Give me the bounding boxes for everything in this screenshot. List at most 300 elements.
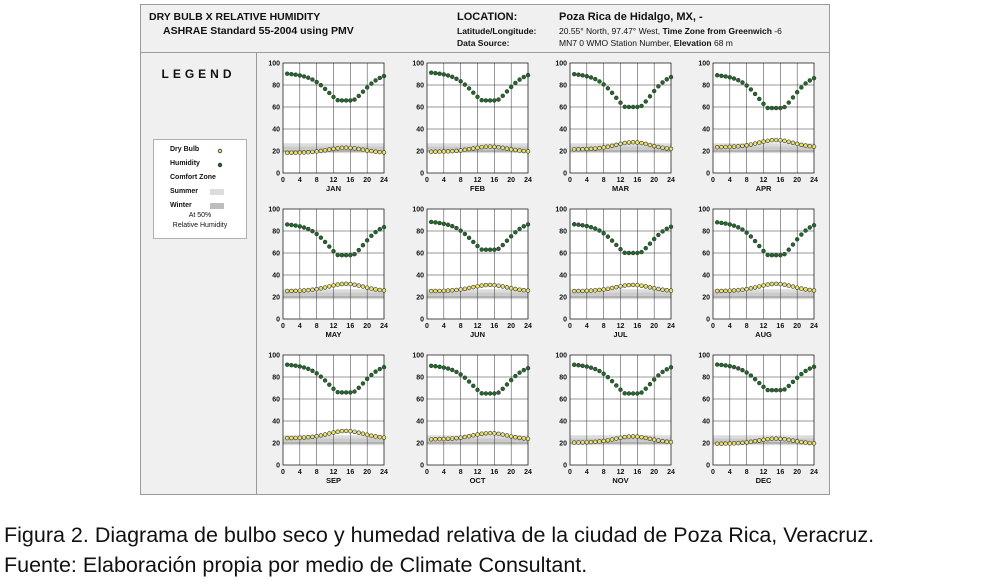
humidity-point [585, 74, 589, 78]
dry-bulb-point [808, 441, 812, 445]
dry-bulb-point [323, 148, 327, 152]
x-tick-label: 20 [507, 323, 516, 330]
y-tick-label: 0 [563, 316, 567, 324]
dry-bulb-point [766, 283, 770, 287]
y-tick-label: 100 [698, 60, 710, 68]
x-tick-label: 24 [380, 469, 388, 476]
dry-bulb-point [348, 429, 352, 433]
x-tick-label: 16 [633, 469, 642, 476]
dry-bulb-point [648, 285, 652, 289]
humidity-point [799, 372, 803, 376]
x-tick-label: 0 [568, 323, 572, 330]
y-tick-label: 60 [272, 104, 280, 112]
x-tick-label: 24 [380, 177, 388, 184]
humidity-point [724, 364, 728, 368]
humidity-point [484, 99, 488, 103]
x-tick-label: 0 [711, 177, 715, 184]
caption-line-2: Fuente: Elaboración propia por medio de Climate Consultant. [4, 553, 588, 577]
humidity-point [598, 80, 602, 84]
dry-bulb-point [315, 287, 319, 291]
dry-bulb-point [606, 287, 610, 291]
humidity-point [294, 364, 298, 368]
humidity-point [361, 90, 365, 94]
humidity-point [290, 223, 294, 227]
dry-bulb-point [488, 283, 492, 287]
dry-bulb-point [446, 149, 450, 153]
humidity-point [627, 105, 631, 109]
y-tick-label: 20 [416, 440, 424, 448]
x-tick-label: 24 [524, 177, 532, 184]
dry-bulb-point [606, 438, 610, 442]
dry-bulb-point [369, 149, 373, 153]
dry-bulb-point [357, 284, 361, 288]
dry-bulb-point [446, 289, 450, 293]
humidity-point [661, 370, 665, 374]
humidity-point [606, 375, 610, 379]
humidity-point [306, 76, 310, 80]
dry-bulb-point [285, 289, 289, 293]
humidity-point [302, 366, 306, 370]
humidity-point [315, 80, 319, 84]
dry-bulb-point [509, 147, 513, 151]
humidity-point [572, 363, 576, 367]
dry-bulb-point [290, 436, 294, 440]
humidity-point [577, 73, 581, 77]
dry-bulb-point [365, 286, 369, 290]
x-tick-label: 4 [727, 177, 732, 184]
humidity-point [640, 250, 644, 254]
humidity-point [644, 387, 648, 391]
y-tick-label: 0 [706, 462, 710, 470]
dry-bulb-point [661, 439, 665, 443]
humidity-point [497, 247, 501, 251]
chart-feb [412, 61, 532, 194]
dry-bulb-point [378, 288, 382, 292]
dry-bulb-point [450, 149, 454, 153]
dry-bulb-point [640, 141, 644, 145]
humidity-point [374, 230, 378, 234]
humidity-point [311, 229, 315, 233]
location-label: LOCATION: [457, 11, 518, 23]
dry-bulb-point [306, 288, 310, 292]
dry-bulb-point [429, 150, 433, 154]
dry-bulb-point [497, 284, 501, 288]
humidity-point [728, 223, 732, 227]
dry-bulb-point [581, 147, 585, 151]
humidity-point [804, 369, 808, 373]
dry-bulb-point [361, 148, 365, 152]
y-tick-label: 40 [272, 418, 280, 426]
dry-bulb-point [357, 431, 361, 435]
humidity-point [488, 248, 492, 252]
x-tick-label: 12 [759, 177, 768, 184]
humidity-point [791, 380, 795, 384]
x-tick-label: 8 [601, 323, 606, 330]
humidity-point [353, 252, 357, 256]
legend-box [153, 139, 247, 239]
x-tick-label: 4 [441, 469, 446, 476]
dry-bulb-point [476, 146, 480, 150]
humidity-point [741, 228, 745, 232]
humidity-point [319, 375, 323, 379]
humidity-point [344, 391, 348, 395]
dry-bulb-point [522, 437, 526, 441]
humidity-point [720, 221, 724, 225]
dry-bulb-point [492, 431, 496, 435]
x-tick-label: 4 [584, 177, 589, 184]
dry-bulb-point [753, 142, 757, 146]
dry-bulb-point [302, 151, 306, 155]
humidity-point [518, 371, 522, 375]
humidity-point [365, 238, 369, 242]
dry-bulb-point [332, 431, 336, 435]
y-tick-label: 0 [276, 316, 280, 324]
dry-bulb-point [762, 284, 766, 288]
humidity-point [753, 92, 757, 96]
humidity-point [484, 392, 488, 396]
dry-bulb-point [340, 282, 344, 286]
humidity-point [285, 363, 289, 367]
dry-bulb-point [669, 147, 673, 151]
humidity-point [795, 237, 799, 241]
dry-bulb-point [290, 289, 294, 293]
humidity-point [766, 106, 770, 110]
x-tick-label: 16 [633, 323, 642, 330]
dry-bulb-point [522, 288, 526, 292]
humidity-point [577, 363, 581, 367]
dry-bulb-point [652, 438, 656, 442]
y-tick-label: 80 [272, 228, 280, 236]
y-tick-label: 100 [412, 206, 424, 214]
dry-bulb-point [589, 440, 593, 444]
month-label-may: MAY [325, 330, 342, 339]
humidity-point [606, 235, 610, 239]
humidity-point [332, 387, 336, 391]
dry-bulb-point [434, 289, 438, 293]
x-tick-label: 4 [584, 323, 589, 330]
dry-bulb-point [778, 138, 782, 142]
x-tick-label: 20 [650, 323, 659, 330]
humidity-point [450, 224, 454, 228]
humidity-point [724, 222, 728, 226]
humidity-point [365, 86, 369, 90]
dry-bulb-point [623, 435, 627, 439]
x-tick-label: 8 [314, 323, 319, 330]
month-label-mar: MAR [611, 184, 630, 193]
dry-bulb-point [429, 437, 433, 441]
humidity-point [319, 236, 323, 240]
humidity-point [778, 253, 782, 257]
dry-bulb-point [340, 429, 344, 433]
dry-bulb-point [795, 142, 799, 146]
dry-bulb-point [644, 285, 648, 289]
humidity-point [344, 99, 348, 103]
dry-bulb-point [459, 148, 463, 152]
humidity-point [467, 87, 471, 91]
dry-bulb-point [446, 437, 450, 441]
humidity-point [378, 227, 382, 231]
humidity-point [480, 98, 484, 102]
dry-bulb-point [332, 147, 336, 151]
y-tick-label: 0 [276, 462, 280, 470]
humidity-point [724, 75, 728, 79]
chart-nov [555, 353, 675, 486]
dry-bulb-point [631, 140, 635, 144]
humidity-point [762, 102, 766, 106]
x-tick-label: 16 [490, 177, 499, 184]
dry-bulb-point [614, 143, 618, 147]
y-tick-label: 40 [416, 126, 424, 134]
y-tick-label: 0 [420, 462, 424, 470]
x-tick-label: 24 [810, 469, 818, 476]
y-tick-label: 100 [555, 206, 567, 214]
humidity-point [369, 373, 373, 377]
dry-bulb-point [572, 148, 576, 152]
humidity-point [656, 233, 660, 237]
x-tick-label: 0 [568, 469, 572, 476]
humidity-point [610, 379, 614, 383]
dry-bulb-point [374, 287, 378, 291]
dry-bulb-point [791, 285, 795, 289]
humidity-point [467, 380, 471, 384]
dry-bulb-point [656, 145, 660, 149]
x-tick-label: 16 [346, 469, 355, 476]
humidity-point [623, 105, 627, 109]
x-tick-label: 24 [810, 177, 818, 184]
humidity-point [290, 363, 294, 367]
humidity-point [598, 369, 602, 373]
humidity-point [652, 378, 656, 382]
humidity-point [644, 100, 648, 104]
dry-bulb-point [378, 435, 382, 439]
y-tick-label: 100 [268, 206, 280, 214]
legend-humidity-marker [216, 161, 224, 169]
humidity-point [791, 96, 795, 100]
y-tick-label: 60 [416, 396, 424, 404]
y-tick-label: 80 [702, 228, 710, 236]
dry-bulb-point [311, 150, 315, 154]
humidity-point [656, 84, 660, 88]
humidity-point [602, 231, 606, 235]
dry-bulb-point [332, 284, 336, 288]
y-tick-label: 80 [272, 374, 280, 382]
humidity-point [302, 226, 306, 230]
dry-bulb-point [577, 147, 581, 151]
humidity-point [509, 85, 513, 89]
dry-bulb-point [327, 285, 331, 289]
humidity-point [471, 91, 475, 95]
humidity-point [799, 233, 803, 237]
humidity-point [593, 367, 597, 371]
humidity-point [348, 253, 352, 257]
humidity-point [728, 364, 732, 368]
humidity-point [365, 377, 369, 381]
x-tick-label: 16 [776, 469, 785, 476]
humidity-point [290, 72, 294, 76]
dry-bulb-point [732, 289, 736, 293]
humidity-point [741, 81, 745, 85]
dry-bulb-point [311, 435, 315, 439]
y-tick-label: 40 [702, 418, 710, 426]
humidity-point [736, 367, 740, 371]
y-tick-label: 60 [702, 250, 710, 258]
dry-bulb-point [467, 147, 471, 151]
humidity-point [757, 381, 761, 385]
dry-bulb-point [572, 289, 576, 293]
humidity-point [382, 225, 386, 229]
humidity-point [665, 367, 669, 371]
dry-bulb-point [787, 284, 791, 288]
dry-bulb-point [724, 145, 728, 149]
humidity-point [450, 75, 454, 79]
humidity-point [513, 230, 517, 234]
dry-bulb-point [467, 286, 471, 290]
humidity-point [623, 251, 627, 255]
x-tick-label: 8 [314, 469, 319, 476]
dry-bulb-point [455, 288, 459, 292]
dry-bulb-point [348, 282, 352, 286]
y-tick-label: 0 [420, 316, 424, 324]
humidity-point [501, 387, 505, 391]
dry-bulb-point [442, 289, 446, 293]
dry-bulb-point [492, 283, 496, 287]
dry-bulb-point [652, 286, 656, 290]
x-tick-label: 16 [490, 323, 499, 330]
dry-bulb-point [450, 437, 454, 441]
humidity-point [669, 75, 673, 79]
humidity-point [311, 78, 315, 82]
dry-bulb-point [298, 151, 302, 155]
humidity-point [661, 80, 665, 84]
dry-bulb-point [382, 151, 386, 155]
x-tick-label: 20 [650, 469, 659, 476]
x-tick-label: 24 [380, 323, 388, 330]
dry-bulb-point [518, 149, 522, 153]
y-tick-label: 20 [702, 294, 710, 302]
humidity-point [799, 86, 803, 90]
humidity-point [757, 97, 761, 101]
legend-dry-bulb-marker [216, 147, 224, 155]
timezone-label: Time Zone from Greenwich [662, 26, 772, 36]
dry-bulb-point [501, 146, 505, 150]
humidity-point [315, 371, 319, 375]
dry-bulb-point [757, 141, 761, 145]
dry-bulb-point [382, 436, 386, 440]
humidity-point [302, 75, 306, 79]
dry-bulb-point [669, 440, 673, 444]
humidity-point [480, 391, 484, 395]
dry-bulb-point [577, 289, 581, 293]
humidity-point [648, 242, 652, 246]
dry-bulb-point [476, 433, 480, 437]
y-tick-label: 0 [420, 170, 424, 178]
dry-bulb-point [728, 289, 732, 293]
humidity-point [509, 378, 513, 382]
dry-bulb-point [336, 283, 340, 287]
dry-bulb-point [438, 289, 442, 293]
x-tick-label: 0 [711, 323, 715, 330]
humidity-point [808, 367, 812, 371]
x-tick-label: 0 [281, 323, 285, 330]
x-tick-label: 20 [793, 323, 802, 330]
humidity-point [631, 392, 635, 396]
y-tick-label: 60 [702, 104, 710, 112]
dry-bulb-point [614, 437, 618, 441]
dry-bulb-point [505, 147, 509, 151]
dry-bulb-point [593, 440, 597, 444]
dry-bulb-point [778, 282, 782, 286]
dry-bulb-point [513, 435, 517, 439]
dry-bulb-point [298, 436, 302, 440]
humidity-point [438, 221, 442, 225]
y-tick-label: 20 [272, 294, 280, 302]
humidity-point [344, 253, 348, 257]
humidity-point [812, 365, 816, 369]
humidity-point [614, 96, 618, 100]
dry-bulb-point [720, 442, 724, 446]
chart-sep [268, 353, 388, 486]
dry-bulb-point [724, 442, 728, 446]
humidity-point [661, 230, 665, 234]
humidity-point [635, 392, 639, 396]
humidity-point [808, 79, 812, 83]
humidity-point [476, 95, 480, 99]
dry-bulb-point [766, 437, 770, 441]
dry-bulb-point [306, 150, 310, 154]
humidity-point [732, 365, 736, 369]
x-tick-label: 4 [297, 323, 302, 330]
humidity-point [327, 245, 331, 249]
y-tick-label: 0 [563, 462, 567, 470]
dry-bulb-point [627, 283, 631, 287]
humidity-point [522, 75, 526, 79]
elevation-value: 68 m [713, 38, 733, 48]
dry-bulb-point [652, 144, 656, 148]
humidity-point [505, 89, 509, 93]
humidity-point [749, 87, 753, 91]
chart-oct [412, 353, 532, 486]
humidity-point [369, 82, 373, 86]
humidity-point [353, 390, 357, 394]
dry-bulb-point [323, 286, 327, 290]
dry-bulb-point [589, 147, 593, 151]
humidity-point [455, 370, 459, 374]
humidity-point [501, 243, 505, 247]
dry-bulb-point [648, 437, 652, 441]
dry-bulb-point [581, 441, 585, 445]
dry-bulb-point [455, 436, 459, 440]
legend-summer-label: Summer [170, 188, 199, 195]
humidity-point [577, 223, 581, 227]
dry-bulb-point [602, 288, 606, 292]
humidity-point [492, 248, 496, 252]
humidity-point [476, 244, 480, 248]
humidity-point [589, 225, 593, 229]
dry-bulb-point [484, 145, 488, 149]
month-label-apr: APR [755, 184, 772, 193]
humidity-point [745, 371, 749, 375]
humidity-point [585, 365, 589, 369]
dry-bulb-point [480, 432, 484, 436]
chart-aug [698, 207, 818, 340]
dry-bulb-point [353, 430, 357, 434]
dry-bulb-point [488, 145, 492, 149]
x-tick-label: 0 [425, 469, 429, 476]
humidity-point [770, 388, 774, 392]
humidity-point [526, 223, 530, 227]
humidity-point [720, 74, 724, 78]
x-tick-label: 16 [346, 323, 355, 330]
